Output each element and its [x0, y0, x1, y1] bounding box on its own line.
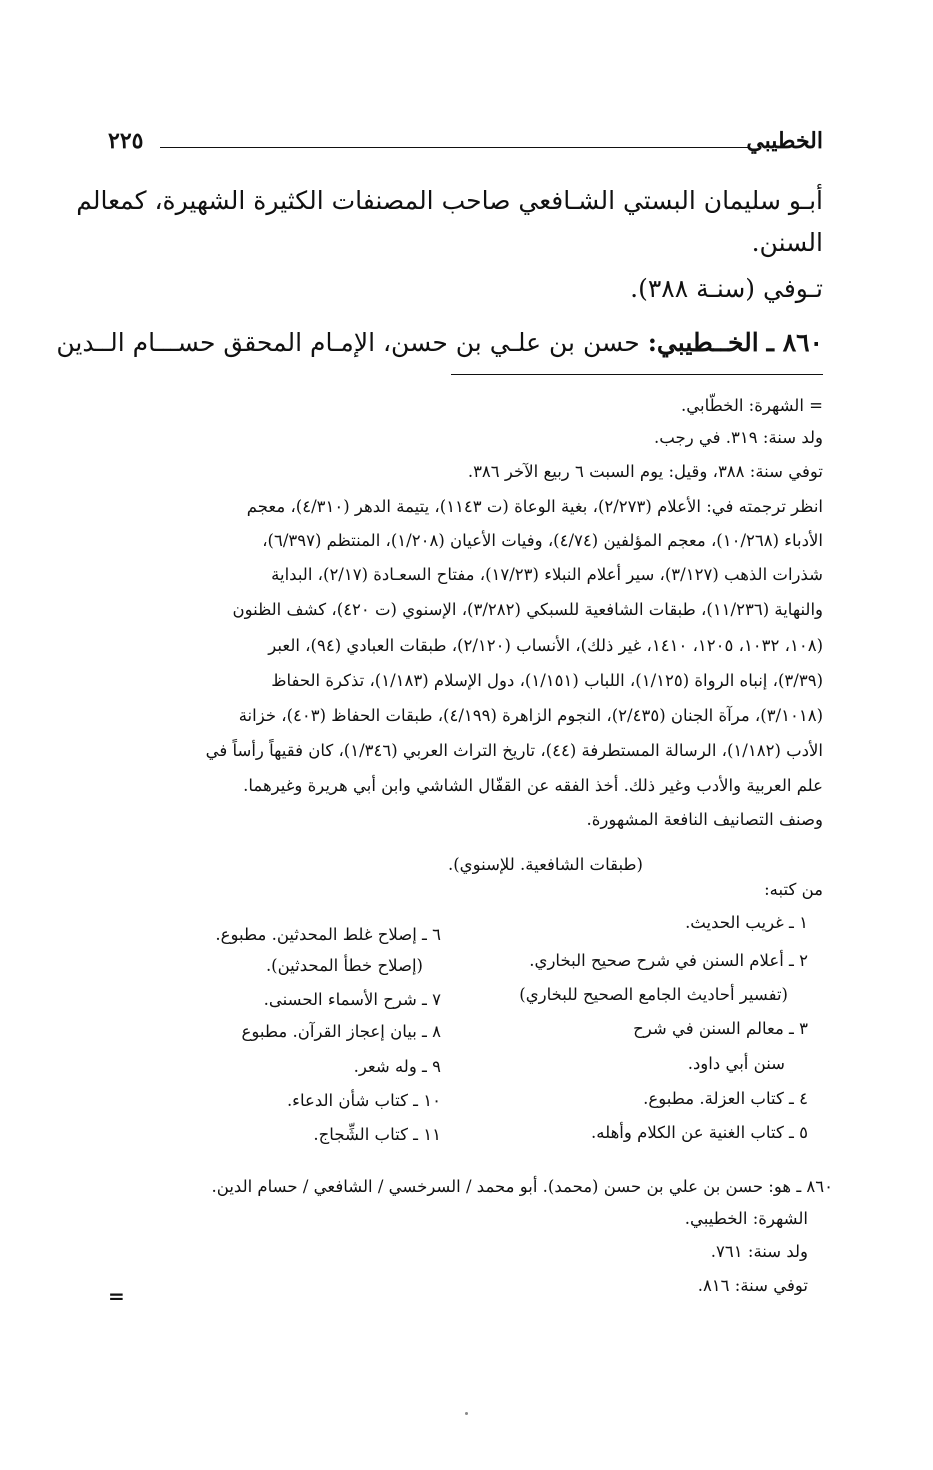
book-item: ١ ـ غريب الحديث. [685, 913, 808, 932]
continuation-mark: = [108, 1284, 125, 1308]
footnote-line: وصنف التصانيف النافعة المشهورة. [586, 810, 823, 829]
book-item-note: (تفسير أحاديث الجامع الصحيح للبخاري) [519, 985, 788, 1004]
book-item: ٥ ـ كتاب الغنية عن الكلام وأهله. [591, 1123, 808, 1142]
footnote-line: الشهرة: الخطيبي. [684, 1209, 808, 1228]
footnote-line: ولد سنة: ٣١٩. في رجب. [654, 428, 823, 447]
footnote-line: الأدب (١/١٨٢)، الرسالة المستطرفة (٤٤)، تاريخ التراث العربي (١/٣٤٦)، كان فقيهاً رأساً في [205, 741, 823, 760]
main-text-line: السنن. [751, 228, 823, 257]
book-item-continued: سنن أبي داود. [687, 1054, 785, 1073]
footnote-line: (٣/٣٩)، إنباه الرواة (١/١٢٥)، اللباب (١/١٥١)، دول الإسلام (١/١٨٣)، تذكرة الحفاظ [271, 671, 823, 690]
book-item: ٣ ـ معالم السنن في شرح [633, 1019, 808, 1038]
entry-heading [56, 318, 823, 368]
entry-text: حسن بن علـي بن حسن، الإمـام المحقق حســـام الــدين [56, 328, 640, 357]
footnote-line: (٣/١٠١٨)، مرآة الجنان (٢/٤٣٥)، النجوم الزاهرة (٤/١٩٩)، طبقات الحفاظ (٤٠٣)، خزانة [238, 706, 823, 725]
main-text-line: تـوفي (سنـة ٣٨٨). [630, 274, 823, 303]
running-header-title: الخطيبي [746, 128, 823, 154]
footnote-line: شذرات الذهب (٣/١٢٧)، سير أعلام النبلاء (١٧/٢٣)، مفتاح السعـادة (٢/١٧)، البداية [271, 565, 823, 584]
book-item: ٧ ـ شرح الأسماء الحسنى. [263, 990, 441, 1009]
entry-number: ٨٦٠ ـ [766, 328, 823, 357]
footnote-line: = الشهرة: الخطّابي. [681, 396, 823, 415]
footnote-line: توفي سنة: ٣٨٨، وقيل: يوم السبت ٦ ربيع الآخر ٣٨٦. [467, 462, 823, 481]
footnote-line: انظر ترجمته في: الأعلام (٢/٢٧٣)، بغية الوعاة (ت ١١٤٣)، يتيمة الدهر (٤/٣١٠)، معجم [246, 497, 823, 516]
footnote-line: والنهاية (١١/٢٣٦)، طبقات الشافعية للسبكي (٣/٢٨٢)، الإسنوي (ت ٤٢٠)، كشف الظنون [232, 600, 823, 619]
book-item: ٤ ـ كتاب العزلة. مطبوع. [643, 1089, 808, 1108]
page-number: ٢٢٥ [108, 128, 144, 154]
print-speck [465, 1412, 468, 1415]
footnote-line: توفي سنة: ٨١٦. [697, 1276, 808, 1295]
book-item-note: (إصلاح خطأ المحدثين). [265, 956, 423, 975]
footnote-entry: ٨٦٠ ـ هو: حسن بن علي بن حسن (محمد). أبو محمد / السرخسي / الشافعي / حسام الدين. [211, 1177, 833, 1196]
main-text-line: أبـو سليمان البستي الشـافعي صاحب المصنفات الكثيرة الشهيرة، كمعالم [76, 186, 823, 215]
footnote-line: الأدباء (١٠/٢٦٨)، معجم المؤلفين (٤/٧٤)، وفيات الأعيان (١/٢٠٨)، المنتظم (٦/٣٩٧)، [262, 531, 823, 550]
footnote-rule [451, 374, 823, 375]
footnote-line: علم العربية والأدب وغير ذلك. أخذ الفقه عن القفّال الشاشي وابن أبي هريرة وغيرهما. [243, 776, 823, 795]
books-heading: من كتبه: [764, 880, 823, 899]
book-item: ٩ ـ وله شعر. [353, 1057, 441, 1076]
entry-name: الخــطيبي: [647, 328, 759, 357]
book-item: ١١ ـ كتاب الشِّجاج. [313, 1125, 441, 1144]
header-rule [160, 147, 750, 148]
book-item: ٦ ـ إصلاح غلط المحدثين. مطبوع. [215, 925, 441, 944]
book-item: ٨ ـ بيان إعجاز القرآن. مطبوع [241, 1022, 441, 1041]
footnote-line: ولد سنة: ٧٦١. [710, 1242, 808, 1261]
book-item: ١٠ ـ كتاب شأن الدعاء. [286, 1091, 441, 1110]
book-item: ٢ ـ أعلام السنن في شرح صحيح البخاري. [529, 951, 808, 970]
footnote-line: (١٠٨، ١٠٣٢، ١٢٠٥، ١٤١٠، غير ذلك)، الأنساب (٢/١٢٠)، طبقات العبادي (٩٤)، العبر [268, 636, 823, 655]
source-citation: (طبقات الشافعية. للإسنوي). [447, 855, 643, 874]
